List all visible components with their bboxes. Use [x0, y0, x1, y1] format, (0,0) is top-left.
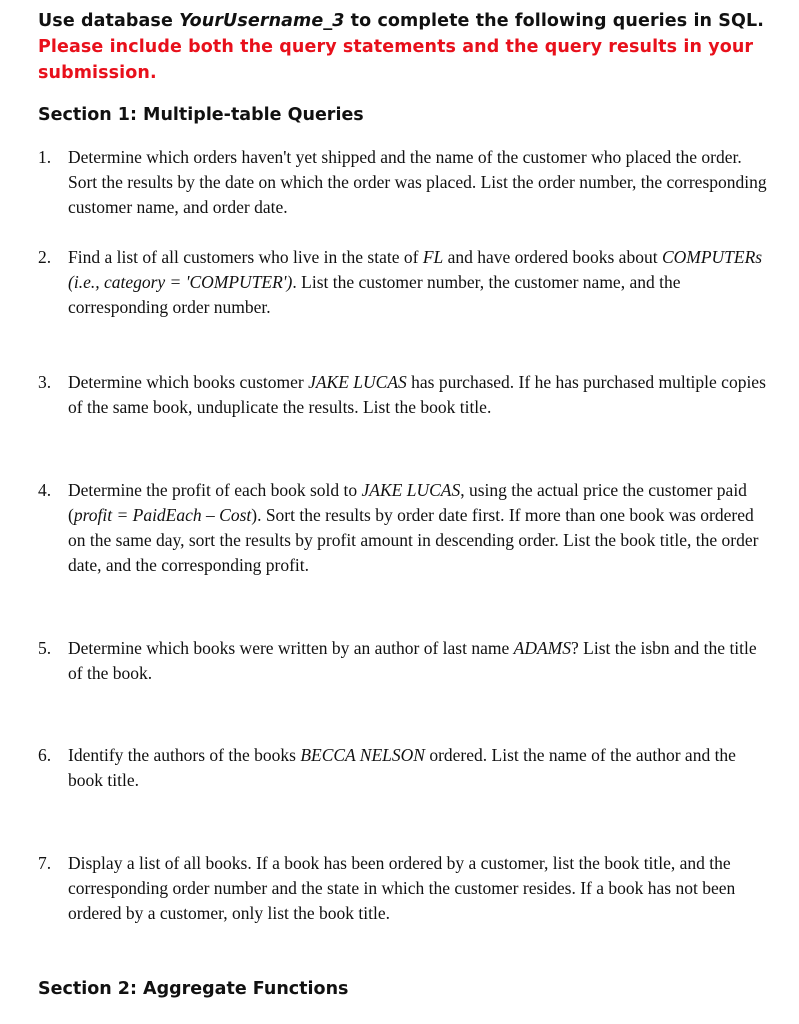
customer-name: JAKE LUCAS	[361, 480, 461, 500]
text-segment: Determine the profit of each book sold to	[68, 480, 362, 500]
assignment-intro	[38, 8, 768, 86]
section-1-heading: Section 1: Multiple-table Queries	[38, 105, 364, 125]
customer-name: BECCA NELSON	[300, 745, 425, 765]
question-6	[38, 743, 768, 793]
question-number: 4.	[38, 480, 52, 500]
customer-name: JAKE LUCAS	[308, 372, 407, 392]
question-text	[68, 636, 768, 686]
question-number: 2.	[38, 247, 52, 267]
question-number: 5.	[38, 638, 52, 658]
text-segment: , using the actual price the customer paid (	[68, 480, 747, 525]
question-number: 6.	[38, 745, 52, 765]
question-text: Determine which orders haven't yet shipped and the name of the customer who placed the order. Sort the results by the date on which the order was placed. List the order number, the corresponding customer name, and order date.	[68, 147, 767, 217]
question-text	[68, 245, 768, 320]
database-name: YourUsername_3	[179, 11, 345, 31]
text-segment: Determine which books customer	[68, 372, 309, 392]
text-segment: ordered. List the name of the author and the book title.	[68, 745, 736, 790]
question-number: 7.	[38, 853, 52, 873]
question-4	[38, 478, 768, 578]
question-2	[38, 245, 768, 320]
question-1	[38, 145, 768, 220]
question-text: Display a list of all books. If a book has been ordered by a customer, list the book title, and the corresponding order number and the state in which the customer resides. If a book has not been ordered by a customer, only list the book title.	[68, 853, 736, 923]
category-condition: COMPUTERs (i.e., category = 'COMPUTER')	[68, 247, 763, 292]
text-segment: Find a list of all customers who live in the state of	[68, 247, 423, 267]
author-last-name: ADAMS	[513, 638, 571, 658]
text-segment: and have ordered books about	[443, 247, 662, 267]
intro-text-2: to complete the following queries in SQL.	[344, 11, 764, 31]
submission-instruction: Please include both the query statements and the query results in your submission.	[38, 37, 754, 83]
text-segment: Identify the authors of the books	[68, 745, 301, 765]
question-7	[38, 851, 768, 926]
question-text	[68, 370, 768, 420]
state-code: FL	[422, 247, 444, 267]
text-segment: . List the customer number, the customer name, and the corresponding order number.	[68, 272, 681, 317]
question-number: 3.	[38, 372, 52, 392]
question-text	[68, 743, 768, 793]
text-segment: has purchased. If he has purchased multiple copies of the same book, unduplicate the results. List the book title.	[68, 372, 766, 417]
section-2-heading: Section 2: Aggregate Functions	[38, 979, 349, 999]
text-segment: ). Sort the results by order date first. If more than one book was ordered on the same day, sort the results by profit amount in descending order. List the book title, the order date, and the corresponding profit.	[68, 505, 759, 575]
question-5	[38, 636, 768, 686]
question-3	[38, 370, 768, 420]
text-segment: Determine which books were written by an author of last name	[68, 638, 514, 658]
intro-text-1: Use database	[38, 11, 180, 31]
question-number: 1.	[38, 147, 52, 167]
profit-formula: profit = PaidEach – Cost	[73, 505, 252, 525]
text-segment: ? List the isbn and the title of the book.	[68, 638, 757, 683]
question-text	[68, 478, 768, 578]
